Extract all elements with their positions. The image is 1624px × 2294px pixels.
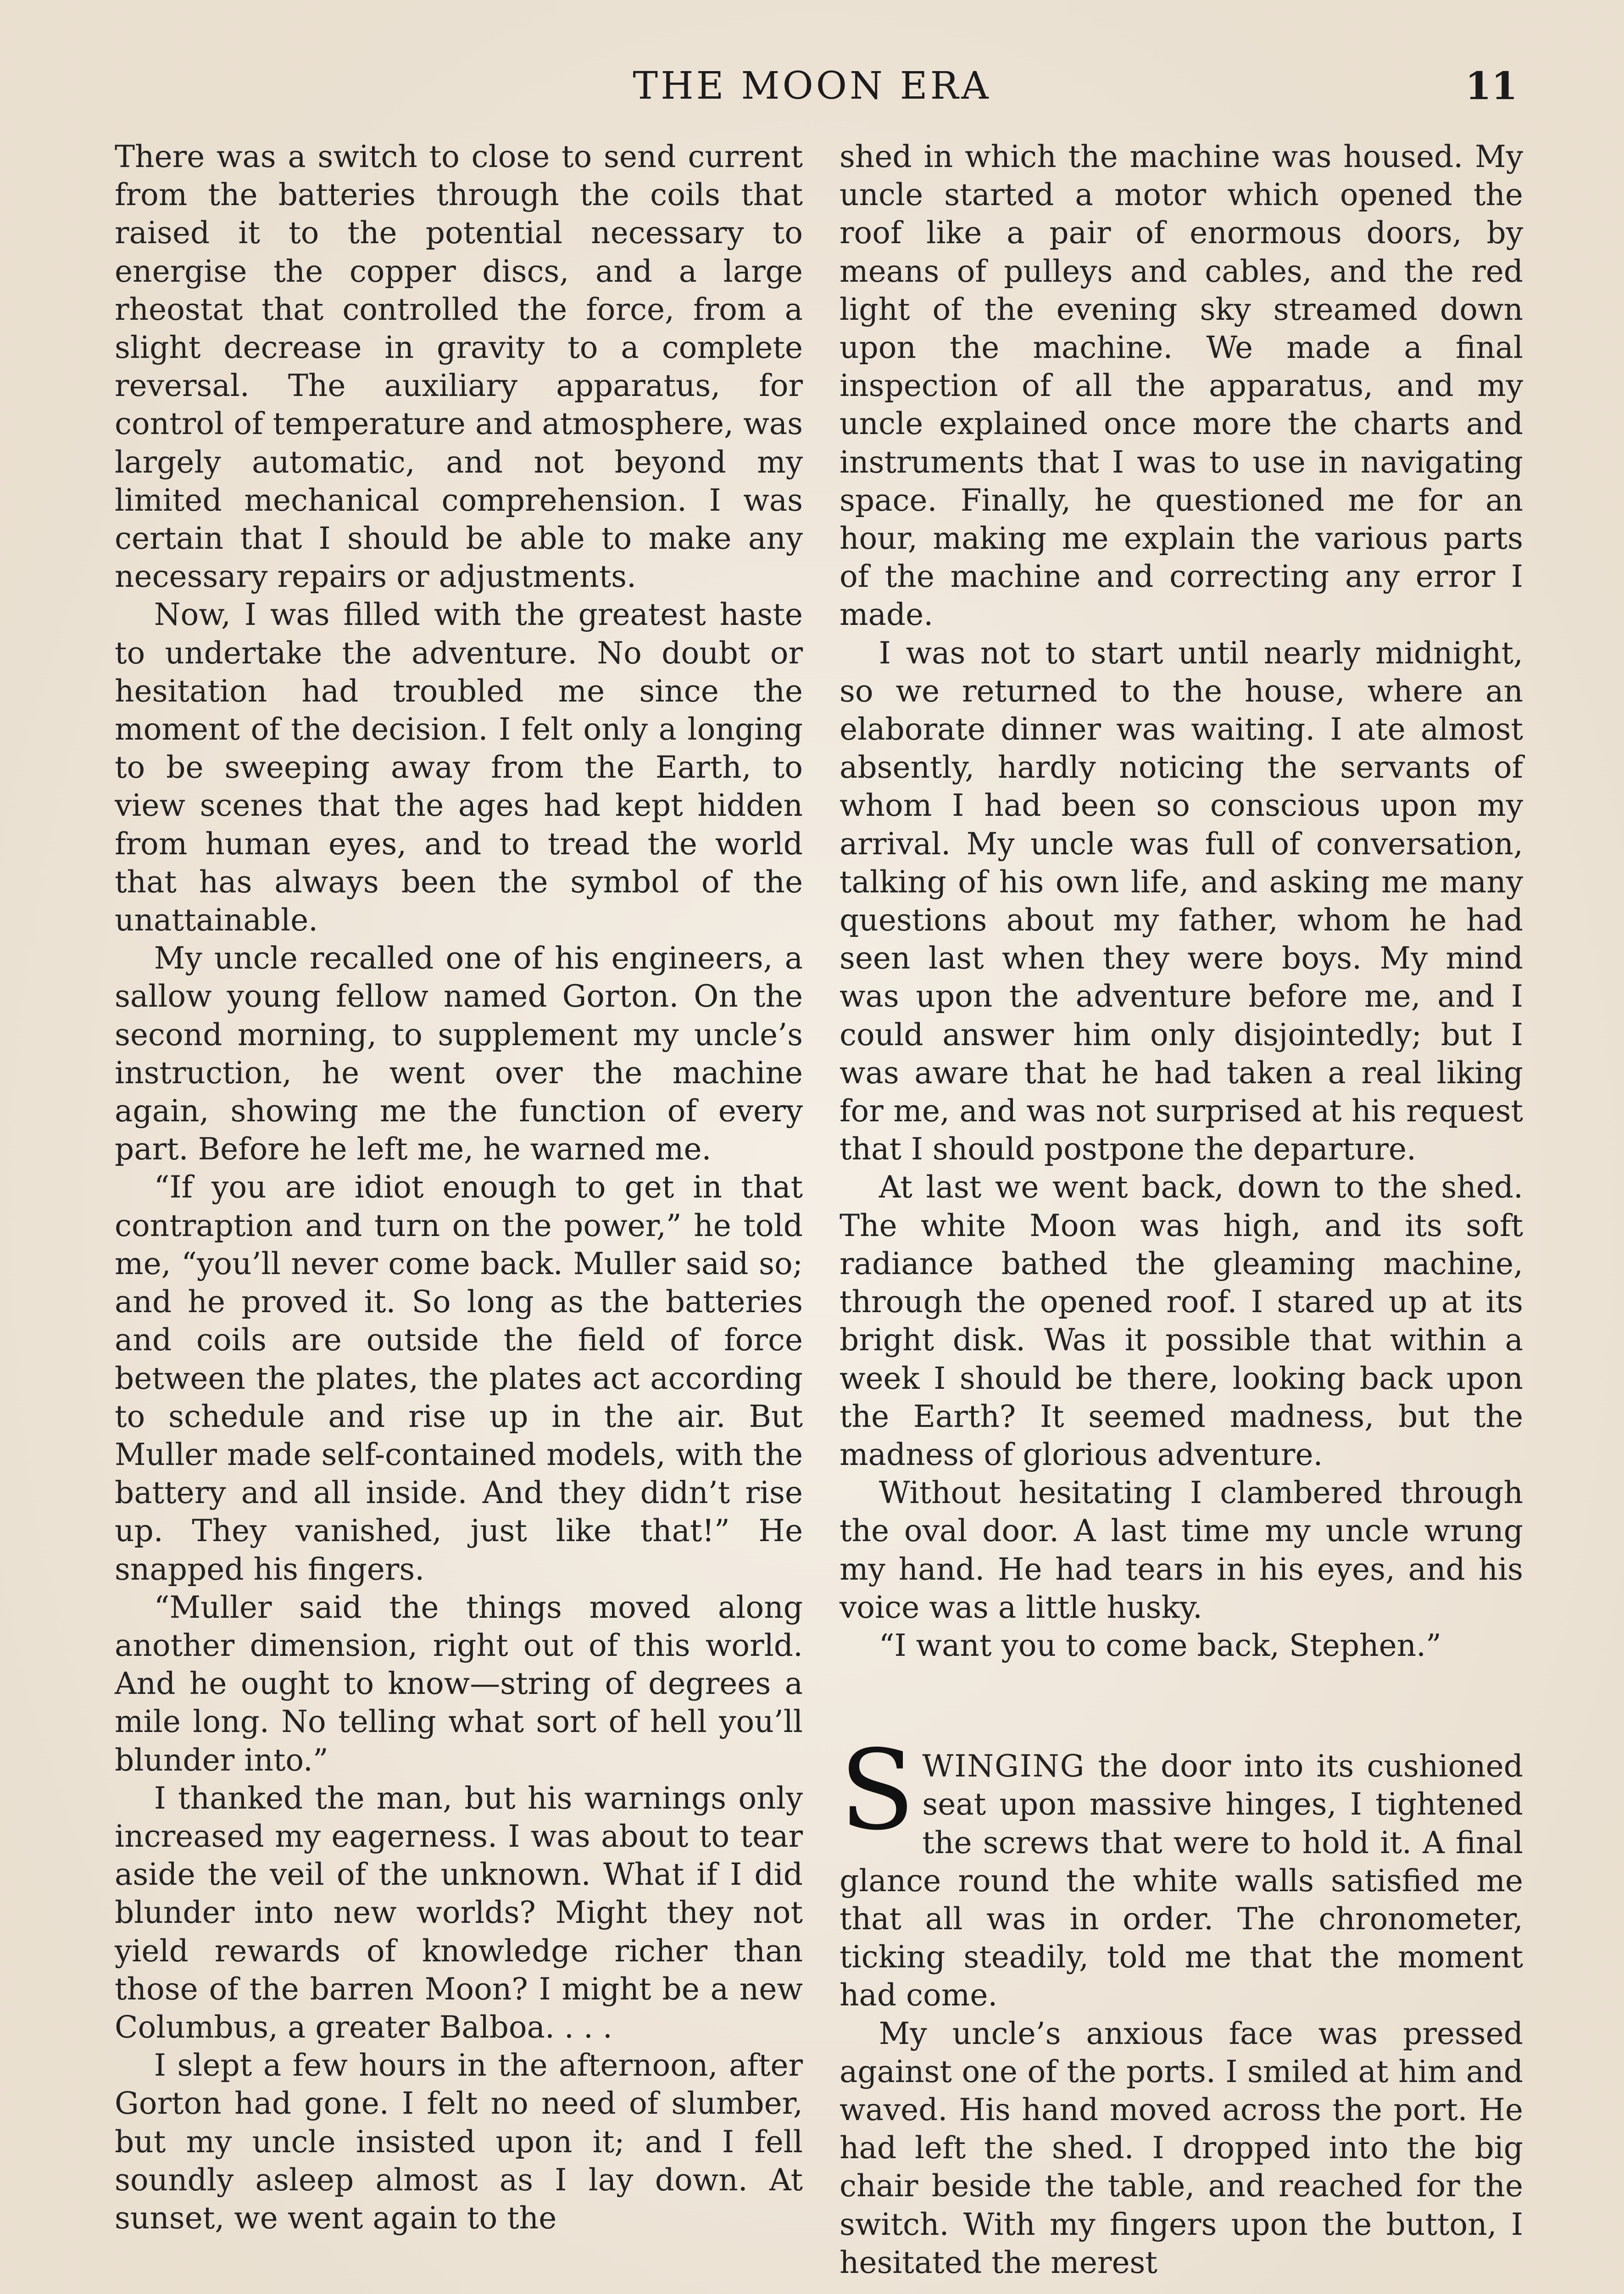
paragraph: shed in which the machine was housed. My uncle started a motor which opened the roof like a pair of enormous doors, by means of pulleys and cables, and the red light of the evening sky streamed down upon the machine. We made a final inspection of all the apparatus, and my uncle explained once more the charts and instruments that I was to use in navigating space. Finally, he questioned me for an hour, making me explain the various parts of the machine and correcting any error I made. bbox=[840, 139, 1523, 633]
paragraph-text: the door into its cushioned seat upon massive hinges, I tightened the screws that were to hold it. A final glance round the white walls satisfied me that all was in order. The chronometer, ticking steadily, told me that the moment had come. bbox=[840, 1748, 1523, 2013]
paragraph: I slept a few hours in the afternoon, after Gorton had gone. I felt no need of slumber, but my uncle insisted upon it; and I fell soundly asleep almost as I lay down. At sunset, we went again to the bbox=[115, 2048, 803, 2236]
paragraph: Now, I was filled with the greatest haste to undertake the adventure. No doubt or hesitation had troubled me since the moment of the decision. I felt only a longing to be sweeping away from the Earth, to view scenes that the ages had kept hidden from human eyes, and to tread the world that has always been the symbol of the unattainable. bbox=[115, 597, 803, 938]
page-header bbox=[0, 64, 1624, 124]
running-title: THE MOON ERA bbox=[633, 64, 991, 108]
paragraph: “If you are idiot enough to get in that contraption and turn on the power,” he told me, “you’ll never come back. Muller said so; and he proved it. So long as the batteries and coils are outside the field of force between the plates, the plates act according to schedule and rise up in the air. But Muller made self-contained models, with the battery and all inside. And they didn’t rise up. They vanished, just like that!” He snapped his fingers. bbox=[115, 1169, 803, 1587]
left-column bbox=[115, 138, 803, 2237]
paragraph: I was not to start until nearly midnight, so we returned to the house, where an elaborate dinner was waiting. I ate almost absently, hardly noticing the servants of whom I had been so conscious upon my arrival. My uncle was full of conversation, talking of his own life, and asking me many questions about my father, whom he had seen last when they were boys. My mind was upon the adventure before me, and I could answer him only disjointedly; but I was aware that he had taken a real liking for me, and was not surprised at his request that I should postpone the departure. bbox=[840, 635, 1523, 1167]
paragraph: “I want you to come back, Stephen.” bbox=[879, 1627, 1441, 1663]
page-number: 11 bbox=[1465, 64, 1518, 108]
paragraph: “Muller said the things moved along another dimension, right out of this world. And he ought to know—string of degrees a mile long. No telling what sort of hell you’ll blunder into.” bbox=[115, 1589, 803, 1778]
drop-cap: S bbox=[840, 1726, 915, 1855]
right-column bbox=[840, 138, 1523, 2282]
paragraph: Without hesitating I clambered through the oval door. A last time my uncle wrung my hand. He had tears in his eyes, and his voice was a little husky. bbox=[840, 1475, 1523, 1625]
paragraph: My uncle’s anxious face was pressed against one of the ports. I smiled at him and waved. His hand moved across the port. He had left the shed. I dropped into the big chair beside the table, and reached for the switch. With my fingers upon the button, I hesitated the merest bbox=[840, 2016, 1523, 2280]
paragraph: I thanked the man, but his warnings only increased my eagerness. I was about to tear aside the veil of the unknown. What if I did blunder into new worlds? Might they not yield rewards of knowledge richer than those of the barren Moon? I might be a new Columbus, a greater Balboa. . . . bbox=[115, 1780, 803, 2045]
section-opening-paragraph bbox=[840, 1726, 1523, 2014]
paragraph: There was a switch to close to send current from the batteries through the coils that raised it to the potential necessary to energise the copper discs, and a large rheostat that controlled the force, from a slight decrease in gravity to a complete reversal. The auxiliary apparatus, for control of temperature and atmosphere, was largely automatic, and not beyond my limited mechanical comprehension. I was certain that I should be able to make any necessary repairs or adjustments. bbox=[115, 139, 803, 595]
paragraph: At last we went back, down to the shed. The white Moon was high, and its soft radiance bathed the gleaming machine, through the opened roof. I stared up at its bright disk. Was it possible that within a week I should be there, looking back upon the Earth? It seemed madness, but the madness of glorious adventure. bbox=[840, 1169, 1523, 1472]
paragraph: My uncle recalled one of his engineers, a sallow young fellow named Gorton. On the second morning, to supplement my uncle’s instruction, he went over the machine again, showing me the function of every part. Before he left me, he warned me. bbox=[115, 941, 803, 1167]
section-break bbox=[840, 1665, 1523, 1747]
lead-words: WINGING bbox=[922, 1748, 1085, 1784]
